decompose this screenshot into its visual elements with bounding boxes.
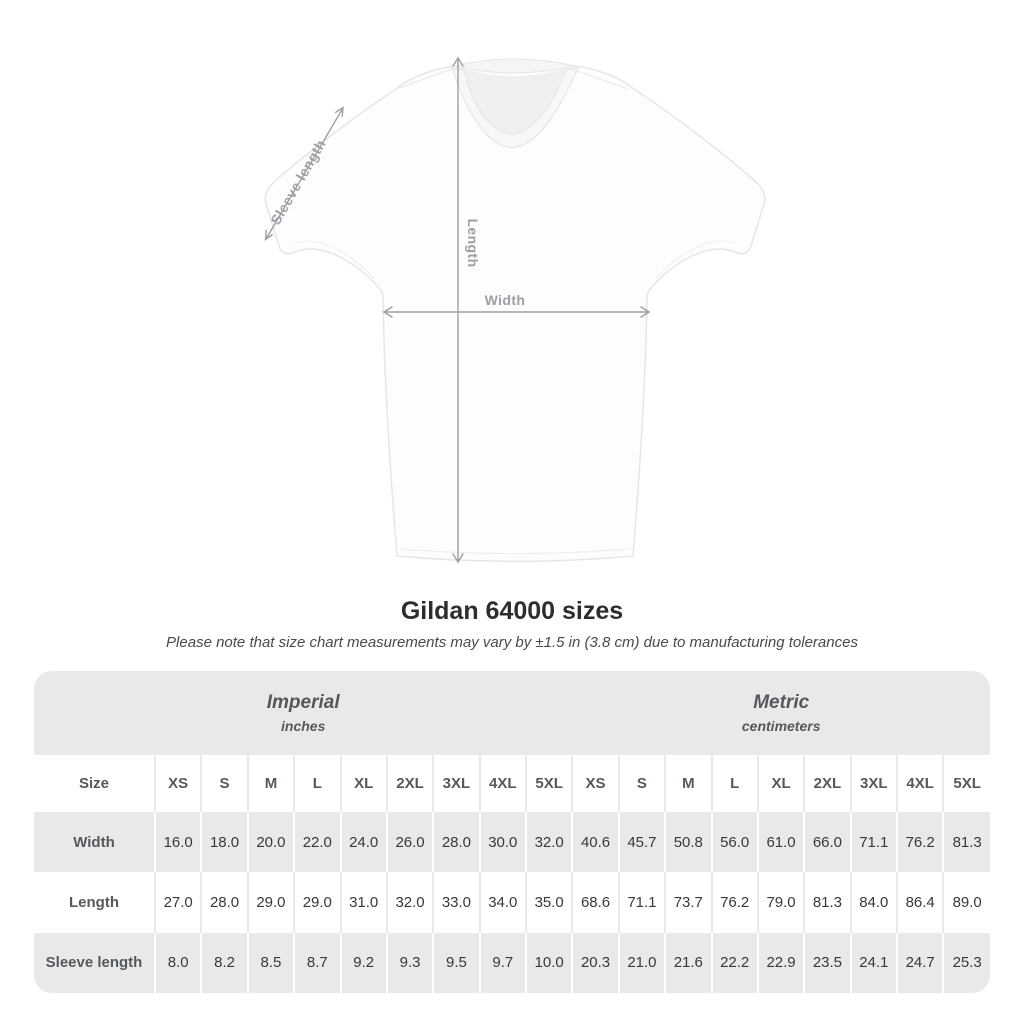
imperial-label: Imperial — [266, 692, 340, 713]
measurement-cell: 23.5 — [804, 933, 850, 993]
imperial-group-header — [34, 671, 572, 755]
size-col-imperial-s: S — [201, 755, 247, 812]
measurement-cell: 31.0 — [341, 872, 387, 932]
measurement-cell: 29.0 — [248, 872, 294, 932]
size-col-metric-m: M — [665, 755, 711, 812]
size-col-imperial-l: L — [294, 755, 340, 812]
measurement-cell: 71.1 — [619, 872, 665, 932]
measurement-cell: 27.0 — [155, 872, 201, 932]
measurement-cell: 21.6 — [665, 933, 711, 993]
measurement-cell: 8.2 — [201, 933, 247, 993]
width-label: Width — [484, 292, 526, 308]
measurement-cell: 8.5 — [248, 933, 294, 993]
measurement-cell: 35.0 — [526, 872, 572, 932]
measurement-cell: 25.3 — [943, 933, 990, 993]
size-col-metric-s: S — [619, 755, 665, 812]
table-body — [34, 812, 990, 993]
measurement-cell: 76.2 — [897, 812, 943, 872]
metric-group-header — [572, 671, 990, 755]
measurement-cell: 24.0 — [341, 812, 387, 872]
measurement-cell: 9.5 — [433, 933, 479, 993]
measurement-cell: 76.2 — [712, 872, 758, 932]
measurement-cell: 40.6 — [572, 812, 618, 872]
length-label: Length — [465, 218, 481, 268]
measurement-cell: 22.0 — [294, 812, 340, 872]
measurement-cell: 24.1 — [851, 933, 897, 993]
measurement-cell: 10.0 — [526, 933, 572, 993]
measurement-row — [34, 812, 990, 872]
measurement-cell: 9.7 — [480, 933, 526, 993]
size-col-imperial-xs: XS — [155, 755, 201, 812]
measurement-cell: 20.0 — [248, 812, 294, 872]
size-col-imperial-xl: XL — [341, 755, 387, 812]
measurement-cell: 30.0 — [480, 812, 526, 872]
metric-unit: centimeters — [741, 718, 821, 734]
sleeve-length-label: Sleeve length — [267, 136, 329, 228]
measurement-cell: 86.4 — [897, 872, 943, 932]
page-title: Gildan 64000 sizes — [400, 597, 624, 625]
size-col-imperial-5xl: 5XL — [526, 755, 572, 812]
measurement-cell: 56.0 — [712, 812, 758, 872]
row-label: Sleeve length — [34, 933, 155, 993]
measurement-cell: 9.2 — [341, 933, 387, 993]
measurement-cell: 32.0 — [526, 812, 572, 872]
size-col-metric-2xl: 2XL — [804, 755, 850, 812]
size-col-metric-xl: XL — [758, 755, 804, 812]
measurement-cell: 33.0 — [433, 872, 479, 932]
size-chart-table — [34, 671, 990, 993]
measurement-cell: 18.0 — [201, 812, 247, 872]
size-col-imperial-3xl: 3XL — [433, 755, 479, 812]
metric-label: Metric — [753, 692, 810, 713]
size-col-imperial-m: M — [248, 755, 294, 812]
measurement-cell: 32.0 — [387, 872, 433, 932]
measurement-cell: 28.0 — [433, 812, 479, 872]
measurement-cell: 68.6 — [572, 872, 618, 932]
measurement-cell: 26.0 — [387, 812, 433, 872]
measurement-row — [34, 872, 990, 932]
tolerance-note: Please note that size chart measurements may vary by ±1.5 in (3.8 cm) due to manufacturing tolerances — [166, 634, 858, 651]
measurement-cell: 22.2 — [712, 933, 758, 993]
measurement-row — [34, 933, 990, 993]
row-label: Width — [34, 812, 155, 872]
row-label: Length — [34, 872, 155, 932]
measurement-cell: 81.3 — [943, 812, 990, 872]
measurement-cell: 61.0 — [758, 812, 804, 872]
size-header: Size — [34, 755, 155, 812]
measurement-cell: 73.7 — [665, 872, 711, 932]
measurement-cell: 89.0 — [943, 872, 990, 932]
size-col-metric-5xl: 5XL — [943, 755, 990, 812]
imperial-unit: inches — [281, 718, 326, 734]
measurement-cell: 29.0 — [294, 872, 340, 932]
measurement-cell: 22.9 — [758, 933, 804, 993]
measurement-cell: 8.7 — [294, 933, 340, 993]
size-col-metric-l: L — [712, 755, 758, 812]
size-col-metric-4xl: 4XL — [897, 755, 943, 812]
measurement-cell: 24.7 — [897, 933, 943, 993]
measurement-cell: 45.7 — [619, 812, 665, 872]
measurement-cell: 16.0 — [155, 812, 201, 872]
size-col-imperial-2xl: 2XL — [387, 755, 433, 812]
measurement-cell: 28.0 — [201, 872, 247, 932]
measurement-cell: 9.3 — [387, 933, 433, 993]
measurement-cell: 81.3 — [804, 872, 850, 932]
unit-group-row — [34, 671, 990, 755]
measurement-cell: 84.0 — [851, 872, 897, 932]
size-table — [34, 671, 990, 993]
measurement-cell: 34.0 — [480, 872, 526, 932]
measurement-cell: 50.8 — [665, 812, 711, 872]
measurement-cell: 79.0 — [758, 872, 804, 932]
measurement-cell: 21.0 — [619, 933, 665, 993]
size-col-metric-3xl: 3XL — [851, 755, 897, 812]
size-header-row — [34, 755, 990, 812]
measurement-cell: 8.0 — [155, 933, 201, 993]
size-col-metric-xs: XS — [572, 755, 618, 812]
size-col-imperial-4xl: 4XL — [480, 755, 526, 812]
measurement-cell: 66.0 — [804, 812, 850, 872]
measurement-cell: 71.1 — [851, 812, 897, 872]
measurement-cell: 20.3 — [572, 933, 618, 993]
